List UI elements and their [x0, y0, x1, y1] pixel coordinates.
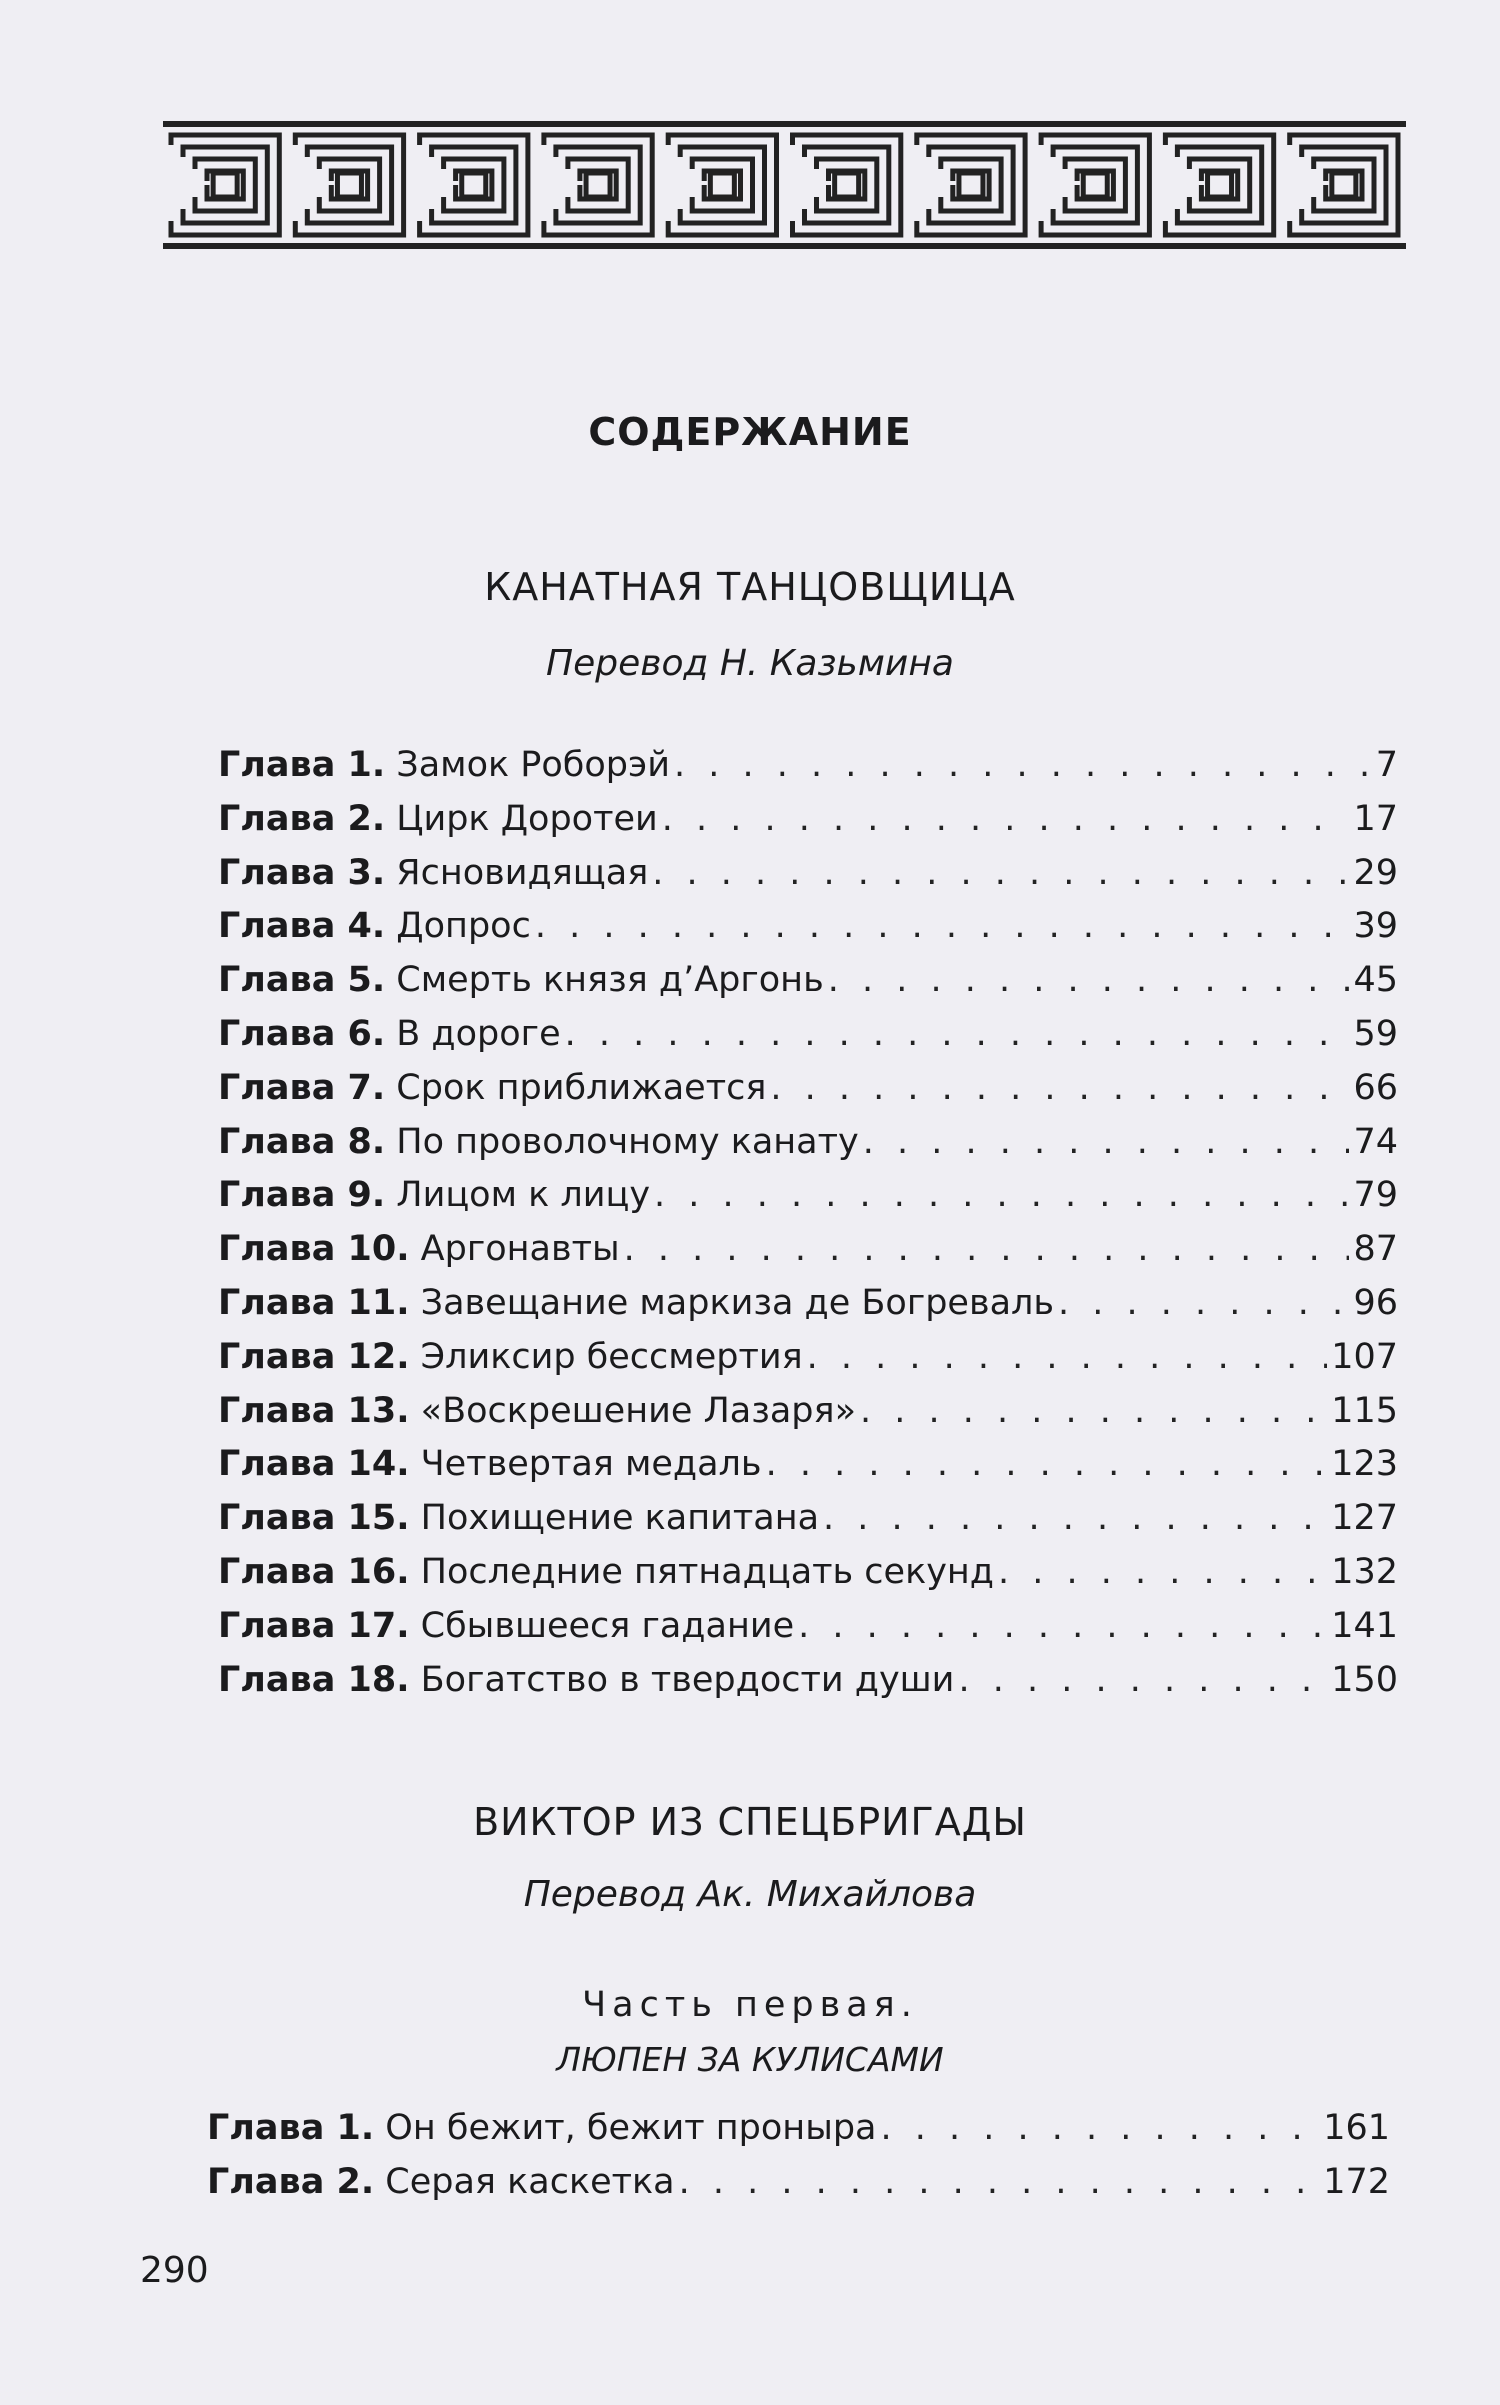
leader-dots — [674, 745, 1372, 785]
chapter-number: Глава 2. — [207, 2162, 375, 2202]
leader-dots — [654, 1175, 1349, 1215]
chapter-name: Лицом к лицу — [396, 1175, 651, 1216]
chapter-number: Глава 16. — [218, 1552, 410, 1592]
leader-dots — [565, 1014, 1350, 1054]
chapter-name: Серая каскетка — [385, 2162, 675, 2202]
greek-key-ornament — [163, 121, 1406, 249]
toc-entry — [218, 906, 1398, 954]
toc-entry — [218, 1660, 1398, 1708]
leader-dots — [679, 2162, 1320, 2202]
page-title: СОДЕРЖАНИЕ — [588, 410, 912, 454]
toc-entry — [207, 2162, 1390, 2210]
chapter-number: Глава 8. — [218, 1121, 386, 1162]
leader-dots — [766, 1444, 1328, 1484]
chapter-number: Глава 6. — [218, 1014, 386, 1054]
leader-dots — [958, 1660, 1327, 1700]
chapter-name: Допрос — [396, 906, 531, 947]
leader-dots — [860, 1391, 1327, 1431]
chapter-name: Срок приближается — [396, 1067, 767, 1108]
chapter-number: Глава 11. — [218, 1283, 410, 1323]
toc-entry — [207, 2108, 1390, 2156]
toc-entry — [218, 960, 1398, 1008]
chapter-number: Глава 1. — [207, 2108, 375, 2148]
toc-entry — [218, 1391, 1398, 1439]
chapter-number: Глава 18. — [218, 1659, 410, 1700]
part-subtitle: ЛЮПЕН ЗА КУЛИСАМИ — [556, 2040, 944, 2079]
toc-entry — [218, 1175, 1398, 1223]
chapter-page: 29 — [1353, 852, 1398, 893]
leader-dots — [535, 906, 1350, 946]
toc-entry — [218, 1498, 1398, 1546]
translator-1: Перевод Н. Казьмина — [546, 643, 954, 684]
chapter-page: 123 — [1331, 1444, 1398, 1485]
toc-entry — [218, 1606, 1398, 1654]
chapter-name: Он бежит, бежит проныра — [385, 2108, 877, 2148]
chapter-number: Глава 3. — [218, 852, 386, 893]
chapter-number: Глава 17. — [218, 1605, 410, 1646]
chapter-name: Ясновидящая — [396, 852, 649, 893]
chapter-page: 150 — [1331, 1659, 1398, 1700]
leader-dots — [823, 1498, 1327, 1538]
leader-dots — [652, 853, 1349, 893]
chapter-page: 132 — [1331, 1552, 1398, 1592]
meander-path — [171, 135, 1398, 235]
toc-entry — [218, 1068, 1398, 1116]
chapter-page: 141 — [1331, 1605, 1398, 1646]
work-title-2: ВИКТОР ИЗ СПЕЦБРИГАДЫ — [473, 1800, 1027, 1844]
chapter-name: По проволочному канату — [396, 1121, 859, 1162]
chapter-page: 17 — [1353, 798, 1398, 839]
leader-dots — [998, 1552, 1327, 1592]
chapter-name: Сбывшееся гадание — [420, 1605, 795, 1646]
chapter-page: 115 — [1331, 1390, 1398, 1431]
chapter-page: 39 — [1353, 906, 1398, 947]
chapter-page: 96 — [1353, 1283, 1398, 1323]
toc-entry — [218, 853, 1398, 901]
toc-entry — [218, 1283, 1398, 1331]
chapter-number: Глава 13. — [218, 1390, 410, 1431]
leader-dots — [1058, 1283, 1349, 1323]
toc-entry — [218, 1552, 1398, 1600]
toc-entry — [218, 1444, 1398, 1492]
chapter-page: 59 — [1353, 1014, 1398, 1054]
chapter-number: Глава 1. — [218, 745, 386, 785]
chapter-name: Смерть князя д’Аргонь — [396, 960, 824, 1001]
toc-entry — [218, 1229, 1398, 1277]
chapter-page: 172 — [1323, 2162, 1390, 2202]
leader-dots — [624, 1229, 1350, 1269]
leader-dots — [798, 1606, 1327, 1646]
chapter-name: Цирк Доротеи — [396, 798, 658, 839]
page-number: 290 — [140, 2250, 209, 2291]
leader-dots — [828, 960, 1350, 1000]
meander-border-graphic — [163, 127, 1406, 243]
leader-dots — [770, 1068, 1349, 1108]
leader-dots — [807, 1337, 1328, 1377]
chapter-number: Глава 2. — [218, 798, 386, 839]
leader-dots — [881, 2108, 1320, 2148]
chapter-name: Завещание маркиза де Богреваль — [420, 1283, 1055, 1323]
chapter-name: Аргонавты — [420, 1229, 620, 1270]
work-title-1: КАНАТНАЯ ТАНЦОВЩИЦА — [484, 565, 1016, 609]
chapter-number: Глава 15. — [218, 1498, 410, 1539]
chapter-name: В дороге — [396, 1014, 561, 1054]
chapter-page: 79 — [1353, 1175, 1398, 1216]
chapter-name: Четвертая медаль — [420, 1444, 762, 1485]
leader-dots — [863, 1122, 1350, 1162]
chapter-name: Богатство в твердости души — [420, 1659, 955, 1700]
chapter-number: Глава 7. — [218, 1067, 386, 1108]
chapter-page: 45 — [1353, 960, 1398, 1001]
chapter-name: Похищение капитана — [420, 1498, 820, 1539]
chapter-number: Глава 12. — [218, 1336, 410, 1377]
toc-entry — [218, 799, 1398, 847]
chapter-page: 107 — [1331, 1336, 1398, 1377]
chapter-name: Замок Роборэй — [396, 745, 670, 785]
chapter-number: Глава 4. — [218, 906, 386, 947]
toc-entry — [218, 1122, 1398, 1170]
part-title: Часть первая. — [582, 1985, 918, 2025]
toc-entry — [218, 745, 1398, 793]
chapter-page: 66 — [1353, 1067, 1398, 1108]
chapter-page: 127 — [1331, 1498, 1398, 1539]
toc-entry — [218, 1337, 1398, 1385]
chapter-page: 87 — [1353, 1229, 1398, 1270]
chapter-number: Глава 9. — [218, 1175, 386, 1216]
leader-dots — [662, 799, 1350, 839]
chapter-page: 7 — [1375, 745, 1398, 785]
chapter-name: «Воскрешение Лазаря» — [420, 1390, 856, 1431]
toc-entry — [218, 1014, 1398, 1062]
chapter-name: Эликсир бессмертия — [420, 1336, 803, 1377]
translator-2: Перевод Ак. Михайлова — [523, 1874, 977, 1915]
chapter-number: Глава 14. — [218, 1444, 410, 1485]
chapter-page: 74 — [1353, 1121, 1398, 1162]
chapter-number: Глава 10. — [218, 1229, 410, 1270]
chapter-number: Глава 5. — [218, 960, 386, 1001]
chapter-name: Последние пятнадцать секунд — [420, 1552, 995, 1592]
chapter-page: 161 — [1323, 2108, 1390, 2148]
